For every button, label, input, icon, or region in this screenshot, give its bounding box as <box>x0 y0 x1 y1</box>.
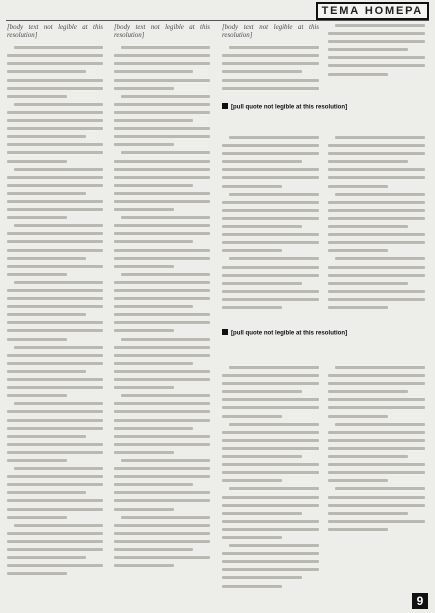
text-line-placeholder <box>114 386 174 389</box>
column-3-left-bottom <box>222 366 319 593</box>
text-line-placeholder <box>222 374 319 377</box>
text-line-placeholder <box>328 32 425 35</box>
text-line-placeholder <box>328 56 425 59</box>
text-line-placeholder <box>222 512 302 515</box>
text-line-placeholder <box>328 382 425 385</box>
text-line-placeholder <box>14 46 103 49</box>
text-line-placeholder <box>229 136 319 139</box>
text-line-placeholder <box>222 382 319 385</box>
text-line-placeholder <box>7 143 103 146</box>
text-line-placeholder <box>222 560 319 563</box>
text-line-placeholder <box>114 321 210 324</box>
text-line-placeholder <box>7 192 86 195</box>
text-line-placeholder <box>328 225 408 228</box>
text-line-placeholder <box>222 249 282 252</box>
text-line-placeholder <box>7 483 103 486</box>
column-3 <box>222 24 425 598</box>
text-line-placeholder <box>114 143 174 146</box>
text-line-placeholder <box>328 415 388 418</box>
text-line-placeholder <box>7 240 103 243</box>
text-line-placeholder <box>114 257 210 260</box>
text-line-placeholder <box>7 111 103 114</box>
text-line-placeholder <box>7 427 103 430</box>
text-line-placeholder <box>222 79 319 82</box>
text-line-placeholder <box>222 439 319 442</box>
text-line-placeholder <box>222 504 319 507</box>
text-line-placeholder <box>328 73 388 76</box>
text-line-placeholder <box>328 144 425 147</box>
text-line-placeholder <box>14 402 103 405</box>
text-line-placeholder <box>114 232 210 235</box>
text-line-placeholder <box>222 282 302 285</box>
text-line-placeholder <box>335 257 425 260</box>
text-line-placeholder <box>222 152 319 155</box>
text-line-placeholder <box>328 266 425 269</box>
text-line-placeholder <box>114 508 174 511</box>
text-line-placeholder <box>335 487 425 490</box>
text-line-placeholder <box>7 208 103 211</box>
text-line-placeholder <box>328 152 425 155</box>
text-line-placeholder <box>7 321 103 324</box>
header-divider <box>6 20 429 21</box>
bullet-square-icon <box>222 329 228 335</box>
text-line-placeholder <box>222 298 319 301</box>
text-line-placeholder <box>328 512 408 515</box>
text-line-placeholder <box>222 62 319 65</box>
text-line-placeholder <box>114 111 210 114</box>
text-line-placeholder <box>222 274 319 277</box>
text-line-placeholder <box>222 290 319 293</box>
text-line-placeholder <box>222 390 302 393</box>
text-line-placeholder <box>14 346 103 349</box>
text-line-placeholder <box>328 463 425 466</box>
text-line-placeholder <box>328 479 388 482</box>
text-line-placeholder <box>328 398 425 401</box>
text-line-placeholder <box>7 370 86 373</box>
text-line-placeholder <box>328 209 425 212</box>
text-line-placeholder <box>121 516 210 519</box>
text-line-placeholder <box>7 394 67 397</box>
text-line-placeholder <box>7 329 103 332</box>
text-line-placeholder <box>14 281 103 284</box>
text-line-placeholder <box>328 185 388 188</box>
text-line-placeholder <box>114 305 193 308</box>
text-line-placeholder <box>328 176 425 179</box>
text-line-placeholder <box>7 386 103 389</box>
text-line-placeholder <box>114 564 174 567</box>
text-line-placeholder <box>114 313 210 316</box>
text-line-placeholder <box>114 483 193 486</box>
text-line-placeholder <box>7 79 103 82</box>
text-line-placeholder <box>229 46 319 49</box>
text-line-placeholder <box>328 439 425 442</box>
text-line-placeholder <box>7 297 103 300</box>
text-line-placeholder <box>114 499 210 502</box>
column-3-right-lower <box>328 136 425 314</box>
text-line-placeholder <box>222 528 319 531</box>
text-line-placeholder <box>114 54 210 57</box>
bullet-square-icon <box>222 103 228 109</box>
text-line-placeholder <box>121 273 210 276</box>
text-line-placeholder <box>114 70 193 73</box>
text-line-placeholder <box>7 443 103 446</box>
text-line-placeholder <box>222 168 319 171</box>
text-line-placeholder <box>222 406 319 409</box>
text-line-placeholder <box>328 471 425 474</box>
text-line-placeholder <box>114 370 210 373</box>
text-line-placeholder <box>229 257 319 260</box>
text-line-placeholder <box>7 257 86 260</box>
text-line-placeholder <box>114 119 193 122</box>
text-line-placeholder <box>114 410 210 413</box>
text-line-placeholder <box>7 176 103 179</box>
text-line-placeholder <box>114 103 210 106</box>
text-line-placeholder <box>7 54 103 57</box>
text-line-placeholder <box>7 532 103 535</box>
text-line-placeholder <box>7 273 67 276</box>
text-line-placeholder <box>114 467 210 470</box>
text-line-placeholder <box>114 265 174 268</box>
text-line-placeholder <box>328 233 425 236</box>
text-line-placeholder <box>222 209 319 212</box>
text-line-placeholder <box>7 289 103 292</box>
text-line-placeholder <box>114 532 210 535</box>
text-line-placeholder <box>222 415 282 418</box>
text-line-placeholder <box>328 48 408 51</box>
text-line-placeholder <box>229 193 319 196</box>
text-line-placeholder <box>7 435 86 438</box>
text-line-placeholder <box>14 224 103 227</box>
text-line-placeholder <box>7 151 103 154</box>
text-line-placeholder <box>328 455 408 458</box>
column-3-right-bottom <box>328 366 425 536</box>
text-line-placeholder <box>114 451 174 454</box>
text-line-placeholder <box>328 241 425 244</box>
text-line-placeholder <box>114 281 210 284</box>
text-line-placeholder <box>222 306 282 309</box>
text-line-placeholder <box>114 87 174 90</box>
text-line-placeholder <box>328 201 425 204</box>
text-line-placeholder <box>328 274 425 277</box>
text-line-placeholder <box>222 447 319 450</box>
text-line-placeholder <box>222 160 302 163</box>
text-line-placeholder <box>328 390 408 393</box>
text-line-placeholder <box>7 249 103 252</box>
text-line-placeholder <box>121 338 210 341</box>
text-line-placeholder <box>222 225 302 228</box>
text-line-placeholder <box>14 168 103 171</box>
column-1 <box>7 24 103 598</box>
column-1-text: [body text not legible at this resolution] <box>7 24 103 40</box>
text-line-placeholder <box>229 544 319 547</box>
text-line-placeholder <box>114 200 210 203</box>
text-line-placeholder <box>114 208 174 211</box>
text-line-placeholder <box>328 282 408 285</box>
text-line-placeholder <box>222 471 319 474</box>
text-line-placeholder <box>328 406 425 409</box>
text-line-placeholder <box>222 585 282 588</box>
text-line-placeholder <box>229 366 319 369</box>
text-line-placeholder <box>335 136 425 139</box>
text-line-placeholder <box>328 217 425 220</box>
text-line-placeholder <box>328 249 388 252</box>
text-line-placeholder <box>7 548 103 551</box>
text-line-placeholder <box>7 556 86 559</box>
column-2 <box>114 24 210 598</box>
text-line-placeholder <box>328 431 425 434</box>
text-line-placeholder <box>222 176 319 179</box>
text-line-placeholder <box>222 536 282 539</box>
text-line-placeholder <box>7 200 103 203</box>
text-line-placeholder <box>222 201 319 204</box>
text-line-placeholder <box>7 95 67 98</box>
text-line-placeholder <box>114 249 210 252</box>
text-line-placeholder <box>229 487 319 490</box>
text-line-placeholder <box>114 192 210 195</box>
text-line-placeholder <box>222 87 319 90</box>
text-line-placeholder <box>7 87 103 90</box>
text-line-placeholder <box>114 435 210 438</box>
text-line-placeholder <box>328 520 425 523</box>
text-line-placeholder <box>7 216 67 219</box>
text-line-placeholder <box>7 410 103 413</box>
text-line-placeholder <box>7 459 67 462</box>
text-line-placeholder <box>114 475 210 478</box>
text-line-placeholder <box>7 184 103 187</box>
text-line-placeholder <box>222 496 319 499</box>
text-line-placeholder <box>328 306 388 309</box>
text-line-placeholder <box>7 475 103 478</box>
text-line-placeholder <box>7 516 67 519</box>
section-title: ТЕМА НОМЕРА <box>316 2 429 20</box>
text-line-placeholder <box>7 70 86 73</box>
text-line-placeholder <box>14 467 103 470</box>
text-line-placeholder <box>328 374 425 377</box>
text-line-placeholder <box>7 305 103 308</box>
text-line-placeholder <box>222 398 319 401</box>
text-line-placeholder <box>222 463 319 466</box>
text-line-placeholder <box>328 528 388 531</box>
page-footer <box>228 594 428 608</box>
text-line-placeholder <box>7 378 103 381</box>
text-line-placeholder <box>222 479 282 482</box>
text-line-placeholder <box>7 62 103 65</box>
text-line-placeholder <box>7 419 103 422</box>
text-line-placeholder <box>222 144 319 147</box>
text-line-placeholder <box>7 362 103 365</box>
text-line-placeholder <box>121 46 210 49</box>
text-line-placeholder <box>114 176 210 179</box>
text-line-placeholder <box>114 289 210 292</box>
text-line-placeholder <box>7 160 67 163</box>
text-line-placeholder <box>7 540 103 543</box>
text-line-placeholder <box>7 127 103 130</box>
text-line-placeholder <box>121 459 210 462</box>
text-line-placeholder <box>7 491 86 494</box>
text-line-placeholder <box>121 216 210 219</box>
text-line-placeholder <box>114 329 174 332</box>
text-line-placeholder <box>114 79 210 82</box>
text-line-placeholder <box>14 524 103 527</box>
text-line-placeholder <box>222 266 319 269</box>
text-line-placeholder <box>328 168 425 171</box>
text-line-placeholder <box>335 423 425 426</box>
text-line-placeholder <box>114 556 210 559</box>
text-line-placeholder <box>222 54 319 57</box>
text-line-placeholder <box>328 496 425 499</box>
text-line-placeholder <box>328 447 425 450</box>
text-line-placeholder <box>121 151 210 154</box>
text-line-placeholder <box>114 548 193 551</box>
text-line-placeholder <box>335 24 425 27</box>
pull-quote <box>222 327 425 339</box>
text-line-placeholder <box>114 524 210 527</box>
text-line-placeholder <box>7 338 67 341</box>
text-line-placeholder <box>222 217 319 220</box>
text-line-placeholder <box>114 402 210 405</box>
text-line-placeholder <box>222 241 319 244</box>
text-line-placeholder <box>14 103 103 106</box>
text-line-placeholder <box>114 168 210 171</box>
text-line-placeholder <box>335 193 425 196</box>
text-line-placeholder <box>114 419 210 422</box>
text-line-placeholder <box>328 298 425 301</box>
text-line-placeholder <box>229 423 319 426</box>
text-line-placeholder <box>7 499 103 502</box>
text-line-placeholder <box>7 135 86 138</box>
text-line-placeholder <box>7 451 103 454</box>
text-line-placeholder <box>114 160 210 163</box>
text-line-placeholder <box>7 354 103 357</box>
text-line-placeholder <box>222 520 319 523</box>
text-line-placeholder <box>114 62 210 65</box>
page-number: 9 <box>412 593 428 609</box>
text-line-placeholder <box>114 135 210 138</box>
text-line-placeholder <box>7 313 86 316</box>
text-line-placeholder <box>114 184 193 187</box>
text-line-placeholder <box>114 427 193 430</box>
pull-quote-text: [pull quote not legible at this resolution] <box>231 329 348 337</box>
text-line-placeholder <box>222 185 282 188</box>
text-line-placeholder <box>222 233 319 236</box>
text-line-placeholder <box>222 552 319 555</box>
text-line-placeholder <box>328 504 425 507</box>
text-line-placeholder <box>222 576 302 579</box>
text-line-placeholder <box>121 394 210 397</box>
text-line-placeholder <box>114 540 210 543</box>
text-line-placeholder <box>222 568 319 571</box>
text-line-placeholder <box>114 127 210 130</box>
text-line-placeholder <box>114 491 210 494</box>
pull-quote <box>222 101 425 113</box>
column-3-left-lower <box>222 136 319 314</box>
text-line-placeholder <box>121 95 210 98</box>
page-header <box>6 2 429 20</box>
text-line-placeholder <box>328 64 425 67</box>
text-line-placeholder <box>7 564 103 567</box>
text-line-placeholder <box>114 346 210 349</box>
text-line-placeholder <box>222 70 302 73</box>
text-line-placeholder <box>114 297 210 300</box>
text-line-placeholder <box>328 160 408 163</box>
text-line-placeholder <box>114 354 210 357</box>
text-line-placeholder <box>114 443 210 446</box>
text-line-placeholder <box>335 366 425 369</box>
text-line-placeholder <box>7 265 103 268</box>
text-line-placeholder <box>114 240 193 243</box>
text-line-placeholder <box>328 40 425 43</box>
text-line-placeholder <box>114 224 210 227</box>
text-line-placeholder <box>7 232 103 235</box>
text-line-placeholder <box>7 572 67 575</box>
column-3-text: [body text not legible at this resolution] <box>222 24 319 40</box>
text-line-placeholder <box>114 362 193 365</box>
column-2-text: [body text not legible at this resolution] <box>114 24 210 40</box>
text-line-placeholder <box>222 455 302 458</box>
pull-quote-text: [pull quote not legible at this resolution] <box>231 103 348 111</box>
text-line-placeholder <box>328 290 425 293</box>
text-line-placeholder <box>7 508 103 511</box>
text-line-placeholder <box>7 119 103 122</box>
text-line-placeholder <box>114 378 210 381</box>
text-line-placeholder <box>222 431 319 434</box>
